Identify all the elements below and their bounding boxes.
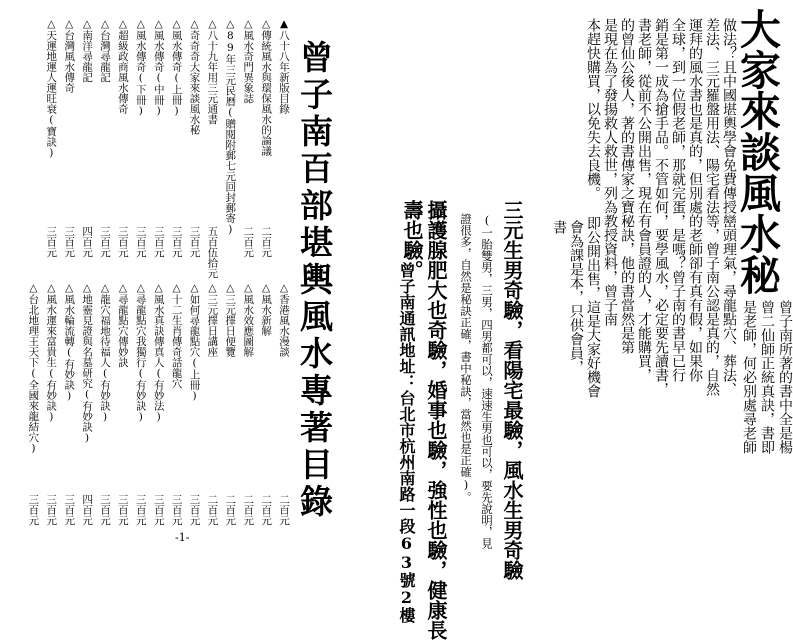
catalog-entry bbox=[204, 282, 220, 532]
catalog-entry-price: 三百元 bbox=[116, 226, 129, 258]
catalog-entry-price: 三百元 bbox=[152, 226, 165, 258]
catalog-entry bbox=[43, 282, 59, 532]
catalog-entry-title: △風水效應圖解 bbox=[242, 282, 255, 357]
catalog-entry-title: △風水傳奇(上冊) bbox=[170, 18, 183, 117]
catalog-entry bbox=[222, 282, 238, 532]
catalog-entry-price: 三百元 bbox=[116, 494, 129, 526]
catalog-entry-price: 三百元 bbox=[170, 494, 183, 526]
catalog-entry bbox=[79, 18, 95, 268]
catalog-entry-title: △奇奇奇大家來談風水秘 bbox=[188, 18, 201, 135]
catalog-entry-title: △三元擇日便覽 bbox=[224, 282, 237, 357]
catalog-entry-price: 四百元 bbox=[81, 494, 94, 526]
article-note-line: 證很多，自然是秘訣正確，書中秘訣，當然也是正確)。 bbox=[459, 213, 473, 503]
catalog-entry-price: 三百元 bbox=[134, 494, 147, 526]
article-title: 大家來談風水秘 bbox=[732, 8, 781, 295]
catalog-entry-price: 三百元 bbox=[99, 226, 111, 258]
catalog-entry bbox=[204, 18, 220, 279]
page-number: -1- bbox=[175, 531, 190, 544]
catalog-entry bbox=[258, 18, 274, 268]
catalog-entry-price: 二百元 bbox=[224, 494, 237, 526]
catalog-entry-title: △傳統風水與環保風水的論議 bbox=[260, 18, 273, 156]
article-body-line: 本趕快購買，以免失去良機。 即公開出售，這是大家好機會 bbox=[585, 18, 601, 398]
catalog-entry bbox=[187, 282, 203, 532]
catalog-entry bbox=[61, 18, 77, 268]
article-body-line: 是現在為了發揚救人救世，列為教授資料，曾子南 bbox=[602, 18, 618, 326]
article-body-line: 書老師，從前不公開出售，現在有會員證的人，才能購買， bbox=[636, 18, 652, 382]
catalog-entry-price: 二百元 bbox=[242, 226, 255, 258]
catalog-entry-price: 三百元 bbox=[45, 226, 58, 258]
article-note-line: (一胎雙男，三男，四男都可以，速速生男也可以，要先說明，見 bbox=[480, 213, 494, 549]
catalog-entry-title: △風水新解 bbox=[260, 282, 273, 336]
catalog-entry-title: △尋龍點穴傳妙訣 bbox=[116, 282, 129, 368]
catalog-entry bbox=[79, 282, 95, 532]
article-body-line: 會為課是本，只供會員， bbox=[568, 220, 584, 374]
article-highlight-line: 攝護腺肥大也奇驗，婚事也驗，強性也驗，健康長 bbox=[424, 200, 448, 640]
catalog-entry-price: 三百元 bbox=[188, 226, 201, 258]
catalog-entry-title: △天運地運人運旺衰(寶訣) bbox=[45, 18, 58, 159]
article-body-line: 書 bbox=[551, 220, 567, 234]
catalog-entry-price: 二百元 bbox=[260, 226, 273, 258]
catalog-entry-title: △台北地理王天下(全國來龍結穴) bbox=[27, 282, 40, 455]
catalog-entry bbox=[169, 18, 185, 268]
catalog-title: 曾子南百部堪輿風水專著目錄 bbox=[295, 40, 334, 521]
catalog-entry-title: △風水輪流轉(有妙訣) bbox=[63, 282, 76, 402]
contact-address: 曾子南通訊地址：台北市杭州南路一段63號2樓 bbox=[397, 262, 416, 623]
catalog-entry-price: 三百元 bbox=[27, 494, 40, 526]
catalog-entry-title: △風水奇門異象誌 bbox=[242, 18, 255, 104]
catalog-entry-title: △香港風水漫談 bbox=[278, 282, 290, 357]
catalog-entry-title: △南洋尋龍記 bbox=[81, 18, 94, 83]
catalog-entry-price: 三百元 bbox=[188, 494, 201, 526]
catalog-entry bbox=[43, 18, 59, 268]
catalog-entry-title: △台灣風水傳奇 bbox=[63, 18, 76, 93]
catalog-entry-price: 三百元 bbox=[134, 226, 147, 258]
catalog-entry bbox=[115, 282, 131, 532]
catalog-entry bbox=[25, 282, 41, 532]
catalog-entry bbox=[240, 18, 256, 268]
article-page bbox=[395, 0, 793, 640]
catalog-entry-title: △風水真訣傳真人(有妙法) bbox=[152, 282, 165, 423]
catalog-entry-title: △地靈見證與名墓研究(有妙訣) bbox=[81, 282, 94, 444]
article-intro-line: 曾二仙師正統真訣，書即 bbox=[759, 300, 775, 454]
article-body-line: 全球，到一位假老師，那就完蛋，是嗎？曾子南的書早已行 bbox=[670, 18, 686, 382]
catalog-entry bbox=[115, 18, 131, 268]
catalog-entry-title: △如何尋龍點穴(上冊) bbox=[188, 282, 201, 402]
catalog-entry bbox=[258, 282, 274, 532]
article-body-line: 運拜的風水書也是真的，但別處的老師卻有真有假，如果你 bbox=[687, 18, 703, 382]
catalog-entry-title: △台灣尋龍記 bbox=[99, 18, 111, 83]
catalog-entry-price: 三百元 bbox=[63, 494, 76, 526]
article-highlight-line: 三元生男奇驗，看陽宅最驗，風水生男奇驗 bbox=[500, 200, 524, 580]
catalog-entry-title: ▲八十八年新版目錄 bbox=[278, 18, 290, 114]
catalog-entry-title: △風水傳奇(中冊) bbox=[152, 18, 165, 117]
catalog-entry bbox=[187, 18, 203, 268]
catalog-entry bbox=[97, 18, 113, 268]
catalog-entry-price: 四百元 bbox=[81, 226, 94, 258]
catalog-entry-title: △超級政商風水傳奇 bbox=[116, 18, 129, 114]
catalog-entry-price: 三百元 bbox=[152, 494, 165, 526]
catalog-entry-title: △龍穴福地待福人(有妙訣) bbox=[99, 282, 111, 423]
catalog-entry bbox=[61, 282, 77, 532]
catalog-entry bbox=[276, 18, 292, 268]
catalog-entry bbox=[169, 282, 185, 532]
article-body-line: 的曾仙公後人，著的書傳家之寶秘訣，他的書當然是第 bbox=[619, 18, 635, 354]
article-body-line: 差法、三元羅盤用法、陽宅看法等，曾子南公認是真的，自然 bbox=[704, 18, 720, 396]
catalog-entry-price: 三百元 bbox=[99, 494, 111, 526]
catalog-entry bbox=[151, 18, 167, 268]
catalog-entry-title: △八十九年用三元通書 bbox=[206, 18, 219, 125]
catalog-entry-title: △風水運來富貴生(有妙訣) bbox=[45, 282, 58, 423]
catalog-entry-price: 二百元 bbox=[260, 494, 273, 526]
catalog-entry bbox=[240, 282, 256, 532]
catalog-entry-price: 三百元 bbox=[170, 226, 183, 258]
catalog-entry-title: △三元擇日講座 bbox=[206, 282, 219, 357]
article-intro-line: 曾子南所著的書中全是楊 bbox=[777, 300, 793, 454]
catalog-entry-title: △尋龍點穴我獨行(有妙訣) bbox=[134, 282, 147, 423]
catalog-entry bbox=[133, 282, 149, 532]
catalog-entry-price: 三百元 bbox=[45, 494, 58, 526]
catalog-entry bbox=[222, 18, 238, 268]
catalog-entry-title: △風水傳奇(下冊) bbox=[134, 18, 147, 117]
article-intro-line: 是老師，何必別處尋老師 bbox=[741, 300, 757, 454]
catalog-entry bbox=[97, 282, 113, 532]
catalog-entry-price: 三百元 bbox=[63, 226, 76, 258]
catalog-entry-title: △十二生肖傳奇話龍穴 bbox=[170, 282, 183, 389]
article-body-line: 銷是第一成為搶手品。不管如何，要學風水，必定要先讀書， bbox=[653, 18, 669, 396]
catalog-page bbox=[0, 0, 395, 553]
catalog-entry bbox=[276, 282, 292, 532]
catalog-entry-price: 五百伍拾元 bbox=[206, 226, 219, 279]
article-highlight-line: 壽也驗。 bbox=[400, 200, 424, 280]
catalog-entry-price: 二百元 bbox=[206, 494, 219, 526]
catalog-entry-price: 二百元 bbox=[278, 494, 290, 526]
catalog-entry-price: 二百元 bbox=[242, 494, 255, 526]
catalog-entry bbox=[151, 282, 167, 532]
article-body-line: 做法？且中國堪輿學會免費傳授巒頭理氣，尋龍點穴、葬法、 bbox=[721, 18, 737, 396]
catalog-entry bbox=[133, 18, 149, 268]
catalog-entry-title: △89年三元民曆(贈閱附郵七元回封郵寄) bbox=[224, 18, 237, 236]
